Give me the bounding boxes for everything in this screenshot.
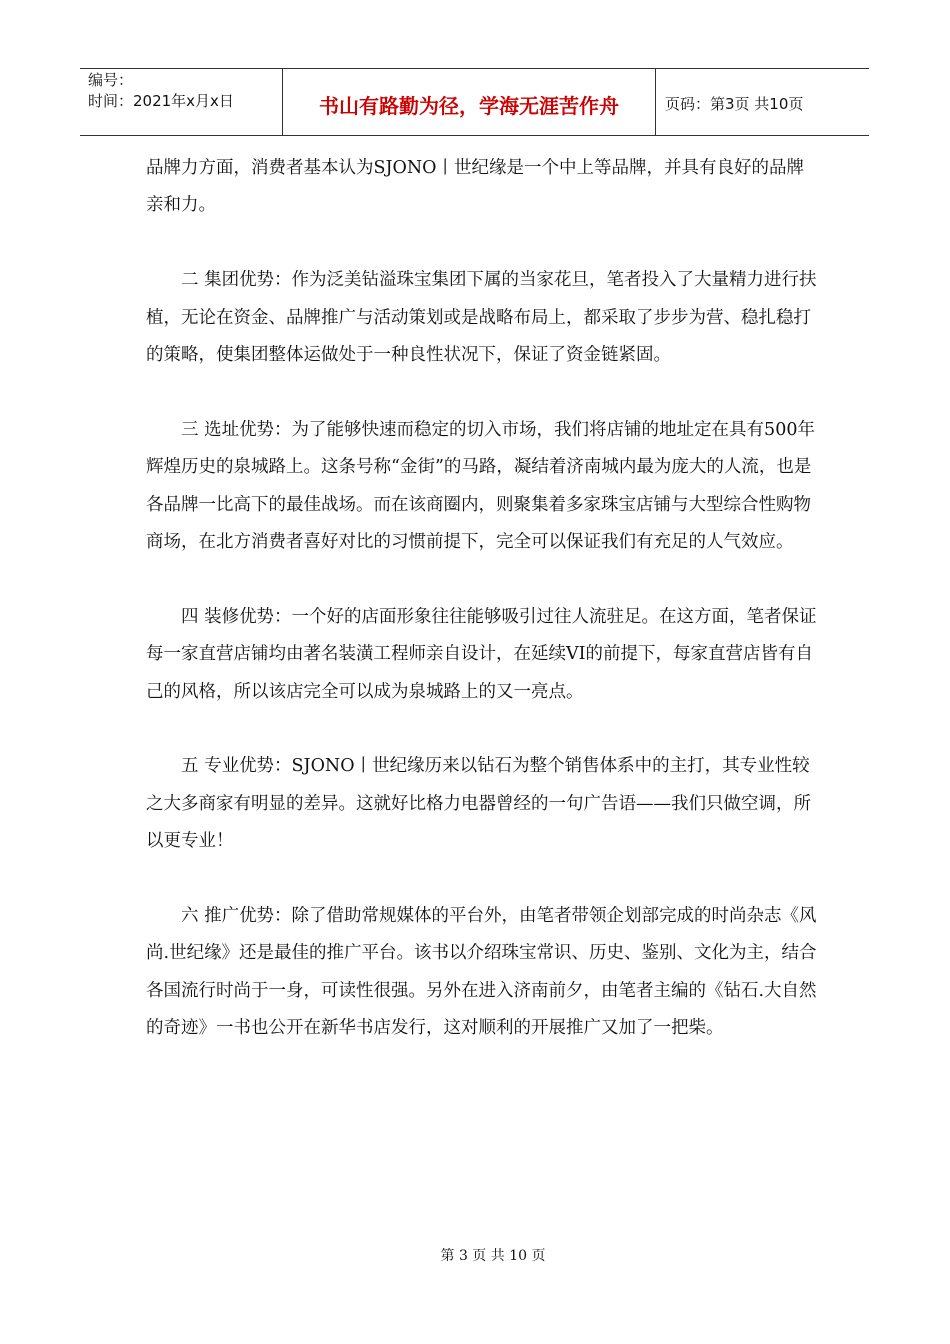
paragraph-location-advantage: 三 选址优势：为了能够快速而稳定的切入市场，我们将店铺的地址定在具有500年辉煌历史的泉城路上。这条号称“金街”的马路，凝结着济南城内最为庞大的人流，也是各品牌一比高下的最佳战场。而在该商圈内，则聚集着多家珠宝店铺与大型综合性购物商场，在北方消费者喜好对比的习惯前提下，完全可以保证我们有充足的人气效应。 — [146, 419, 815, 553]
page-footer: 第 3 页 共 10 页 — [440, 1248, 546, 1264]
serial-label: 编号： — [88, 71, 134, 89]
paragraph-brand: 品牌力方面，消费者基本认为SJONO丨世纪缘是一个中上等品牌，并具有良好的品牌亲和力。 — [146, 158, 805, 216]
paragraph-promotion-advantage: 六 推广优势：除了借助常规媒体的平台外，由笔者带领企划部完成的时尚杂志《风尚.世纪缘》还是最佳的推广平台。该书以介绍珠宝常识、历史、鉴别、文化为主，结合各国流行时尚于一身，可读性很强。另外在进入济南前夕，由笔者主编的《钻石.大自然的奇迹》一书也公开在新华书店发行，这对顺利的开展推广又加了一把柴。 — [146, 906, 817, 1039]
paragraph-decoration-advantage: 四 装修优势：一个好的店面形象往往能够吸引过往人流驻足。在这方面，笔者保证每一家直营店铺均由著名装潢工程师亲自设计，在延续VI的前提下，每家直营店皆有自己的风格，所以该店完全可以成为泉城路上的又一亮点。 — [146, 606, 817, 702]
paragraph-professional-advantage: 五 专业优势：SJONO丨世纪缘历来以钻石为整个销售体系中的主打，其专业性较之大多商家有明显的差异。这就好比格力电器曾经的一句广告语——我们只做空调，所以更专业！ — [146, 756, 811, 852]
header-page-code: 页码：第3页 共10页 — [665, 94, 804, 113]
document-body — [146, 150, 818, 1085]
header-motto: 书山有路勤为径，学海无涯苦作舟 — [283, 69, 656, 135]
time-label: 时间：2021年x月x日 — [88, 92, 234, 110]
page-header — [80, 68, 869, 136]
paragraph-group-advantage: 二 集团优势：作为泛美钻溢珠宝集团下属的当家花旦，笔者投入了大量精力进行扶植，无论在资金、品牌推广与活动策划或是战略布局上，都采取了步步为营、稳扎稳打的策略，使集团整体运做处于一种良性状况下，保证了资金链紧固。 — [146, 270, 817, 366]
header-meta — [80, 69, 283, 135]
